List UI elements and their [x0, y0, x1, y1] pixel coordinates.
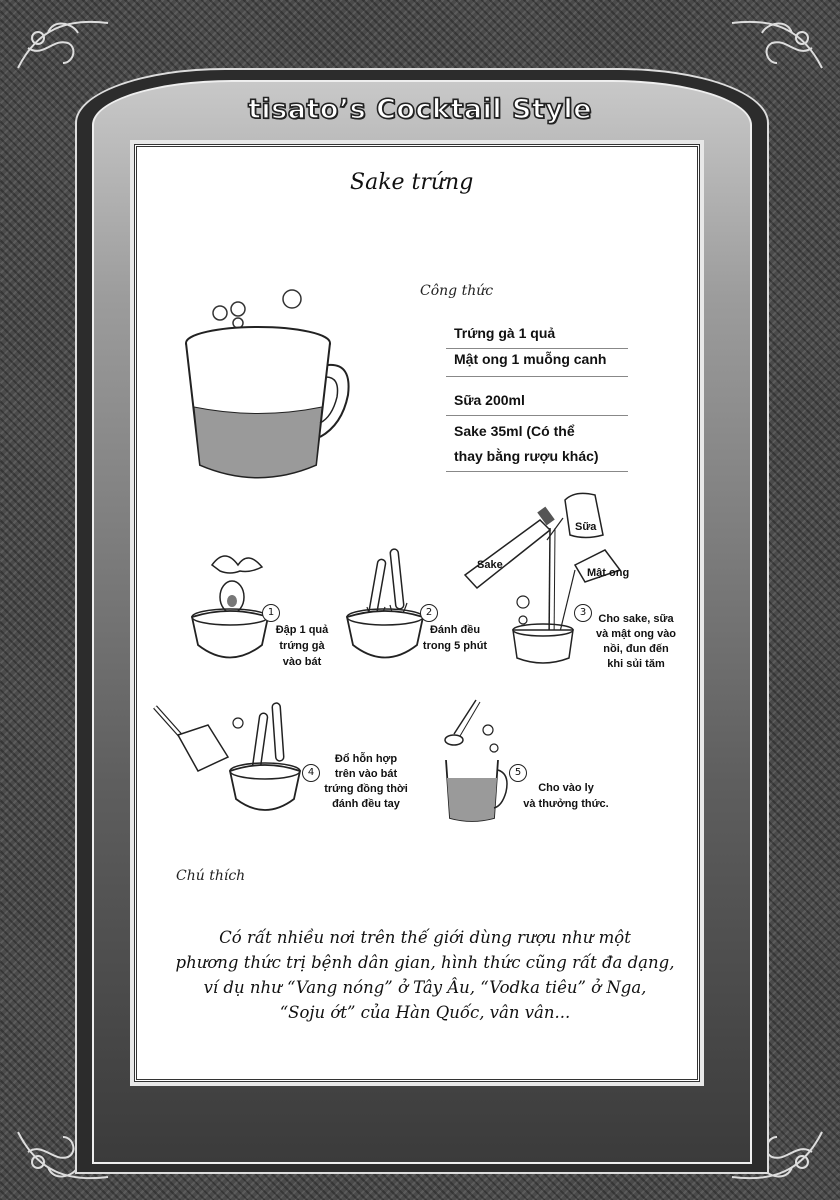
step2-illustration: [345, 545, 425, 670]
note-line: Có rất nhiều nơi trên thế giới dùng rượu như một: [219, 928, 631, 947]
step-text-line: trứng đồng thời: [324, 783, 408, 795]
note-line: “Soju ớt” của Hàn Quốc, vân vân...: [279, 1003, 571, 1022]
step-text-line: trên vào bát: [334, 768, 398, 780]
ingredient-row: Mật ong 1 muỗng canh: [446, 351, 628, 377]
step-text-line: Đánh đều: [429, 624, 481, 636]
step-text-line: trứng gà: [279, 640, 325, 652]
notes-paragraph: [170, 925, 680, 1025]
step-number: 2: [420, 604, 438, 622]
step1-text: [270, 622, 334, 670]
note-line: ví dụ như “Vang nóng” ở Tây Âu, “Vodka tiêu” ở Nga,: [203, 978, 647, 997]
step-text-line: Đập 1 quả: [275, 624, 329, 636]
header-banner: [230, 85, 610, 133]
step-text-line: trong 5 phút: [422, 640, 488, 652]
ingredients-label: Công thức: [420, 283, 494, 299]
step-text-line: Cho vào ly: [538, 782, 594, 794]
step-text-line: nồi, đun đến: [603, 643, 669, 655]
sake-label: Sake: [477, 559, 503, 571]
recipe-title: Sake trứng: [350, 170, 474, 195]
notes-label: Chú thích: [176, 868, 246, 884]
honey-label: Mật ong: [587, 567, 630, 579]
ingredient-row: Sữa 200ml: [446, 392, 628, 416]
step-text-line: và thưởng thức.: [523, 798, 609, 810]
step-number: 1: [262, 604, 280, 622]
step-number: 3: [574, 604, 592, 622]
step4-text: [316, 752, 416, 812]
ingredient-row: Trứng gà 1 quả: [446, 325, 628, 349]
step-text-line: khi sủi tăm: [607, 658, 665, 670]
step-number: 5: [509, 764, 527, 782]
step-text-line: đánh đều tay: [332, 798, 400, 810]
milk-label: Sữa: [575, 521, 597, 533]
step-number: 4: [302, 764, 320, 782]
ingredient-row: Sake 35ml (Có thể: [454, 423, 575, 439]
ingredient-row: thay bằng rượu khác): [446, 448, 628, 472]
step3-text: [590, 612, 682, 672]
step-text-line: Đổ hỗn hợp: [334, 753, 398, 765]
step-text-line: và mật ong vào: [595, 628, 677, 640]
note-line: phương thức trị bệnh dân gian, hình thức cũng rất đa dạng,: [175, 953, 675, 972]
step5-text: [516, 780, 616, 812]
step1-illustration: [190, 545, 270, 670]
step-text-line: Cho sake, sữa: [598, 613, 674, 625]
step5-illustration: [438, 690, 518, 825]
step-text-line: vào bát: [282, 656, 322, 668]
page-title: tisato’s Cocktail Style: [247, 93, 593, 125]
mug-illustration: [180, 285, 360, 495]
step4-illustration: [150, 695, 310, 825]
